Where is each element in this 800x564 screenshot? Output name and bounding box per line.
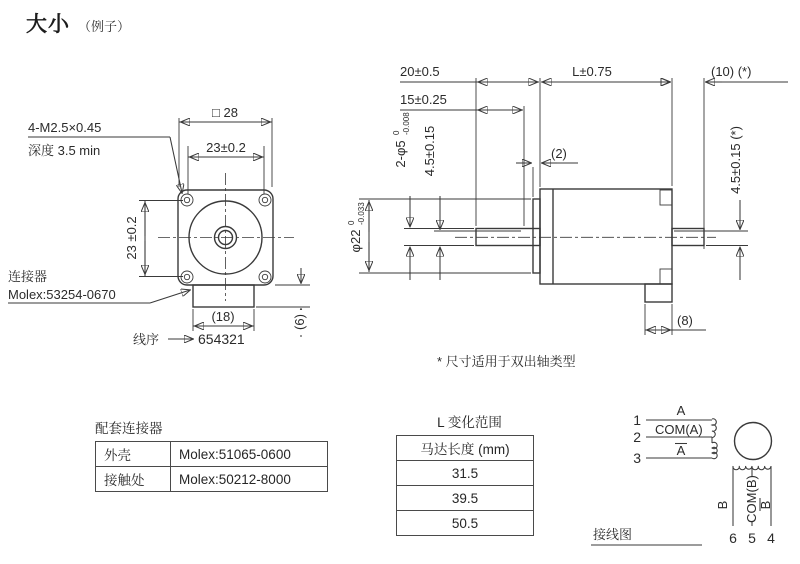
pilot-dia-base: φ22: [348, 229, 363, 253]
table-row: [96, 442, 328, 467]
coil-b1: [733, 466, 752, 470]
pilot-dia-lower-tol: -0.033: [357, 202, 366, 225]
wiring-diagram-caption: 接线图: [593, 527, 633, 542]
page-title-suffix: （例子）: [78, 19, 131, 34]
dim-flat-length: 15±0.25: [400, 92, 447, 107]
pin-4: 4: [767, 530, 775, 546]
motor-body-outline: [540, 189, 672, 284]
side-view-drawing: [347, 64, 788, 369]
shaft-dia-base: 2-φ5: [393, 140, 408, 168]
motor-length-value: 31.5: [397, 461, 534, 486]
table-row: [397, 511, 534, 536]
table-row: [397, 461, 534, 486]
phase-b-bar-label: B: [758, 500, 773, 510]
phase-a-label: A: [676, 403, 686, 418]
phase-b-label: B: [715, 500, 730, 510]
connector-contact-label: 接触处: [96, 467, 171, 492]
rear-notch-top: [660, 190, 672, 205]
motor-length-value: 50.5: [397, 511, 534, 536]
pin-1: 1: [633, 412, 641, 428]
screw-note-line1: 4-M2.5×0.45: [28, 120, 102, 135]
pilot-dia-upper-tol: 0: [347, 220, 356, 225]
shaft-dia-dim-label: [392, 112, 411, 168]
motor-length-header: 马达长度 (mm): [397, 436, 534, 461]
dim-hole-pitch-v: 23 ±0.2: [124, 216, 139, 260]
page-title-main: 大小: [26, 13, 70, 36]
dim-shaft-length: 20±0.5: [400, 64, 440, 79]
rear-connector-outline: [645, 284, 672, 302]
dim-shaft-flat: 4.5±0.15: [422, 125, 437, 177]
dim-pilot-depth: (2): [551, 146, 567, 161]
screw-note-leader: [170, 137, 182, 193]
connector-housing-label: 外壳: [96, 442, 171, 467]
dim-connector-height: (6): [292, 314, 307, 330]
coil-b2: [752, 466, 771, 470]
front-view-drawing: [8, 105, 310, 347]
table-header-row: [397, 436, 534, 461]
screw-note-line2: 深度 3.5 min: [28, 143, 101, 158]
wire-order-label: 线序: [133, 332, 160, 347]
mating-connector-table-title: 配套连接器: [95, 421, 163, 436]
motor-length-table: [396, 411, 543, 536]
phase-a-com-label: COM(A): [655, 422, 703, 437]
wire-order-value: 654321: [198, 331, 245, 347]
rear-notch-bottom: [660, 269, 672, 284]
pin-2: 2: [633, 429, 641, 445]
mounting-holes: [181, 194, 271, 283]
pin-5: 5: [748, 530, 756, 546]
wiring-diagram: [591, 403, 775, 546]
connector-contact-value: Molex:50212-8000: [171, 467, 328, 492]
page-title: [26, 8, 130, 38]
dim-outer-square: □ 28: [212, 105, 238, 120]
coil-a2: [712, 442, 717, 458]
coil-a1: [712, 419, 716, 438]
dim-connector-width: (18): [211, 309, 235, 324]
motor-length-value: 39.5: [397, 486, 534, 511]
table-row: [96, 467, 328, 492]
phase-b-com-label: COM(B): [744, 475, 759, 523]
shaft-dia-upper-tol: 0: [392, 130, 401, 135]
pin-3: 3: [633, 450, 641, 466]
shaft-dia-lower-tol: -0.008: [402, 112, 411, 135]
phase-a-bar-label: A: [676, 443, 686, 458]
dim-rear-boss: (8): [677, 313, 693, 328]
mating-connector-table: [95, 417, 328, 492]
rotor-circle: [735, 423, 772, 460]
dim-rear-shaft-flat: 4.5±0.15 (*): [728, 126, 743, 194]
motor-length-table-title: L 变化范围: [437, 415, 502, 430]
dim-hole-pitch-h: 23±0.2: [206, 140, 246, 155]
front-connector-outline: [193, 285, 254, 307]
dim-rear-shaft-length: (10) (*): [711, 64, 752, 79]
connector-leader: [150, 290, 190, 303]
pilot-boss-outline: [533, 199, 540, 273]
connector-label: 连接器: [8, 269, 48, 284]
connector-model: Molex:53254-0670: [8, 287, 116, 302]
pin-6: 6: [729, 530, 737, 546]
table-row: [397, 486, 534, 511]
connector-housing-value: Molex:51065-0600: [171, 442, 328, 467]
dim-motor-length: L±0.75: [572, 64, 612, 79]
pilot-dia-dim-label: [347, 202, 366, 253]
double-shaft-footnote: * 尺寸适用于双出轴类型: [437, 354, 576, 369]
